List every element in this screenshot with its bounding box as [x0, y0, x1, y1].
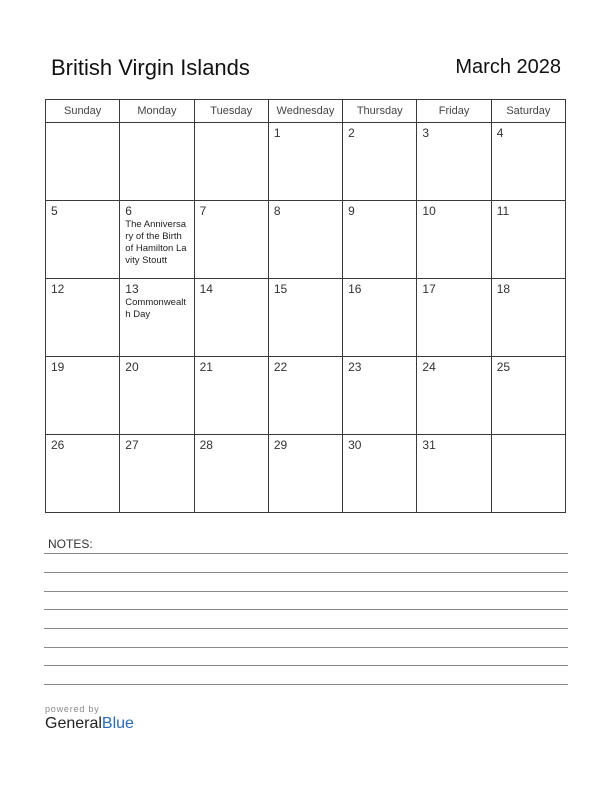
day-number: 25: [496, 360, 511, 374]
day-cell: [120, 357, 194, 435]
day-cell: [46, 123, 120, 201]
powered-by-text: powered by: [45, 704, 100, 714]
day-cell: [268, 279, 342, 357]
weekday-sunday: Sunday: [46, 100, 120, 123]
weekday-monday: Monday: [120, 100, 194, 123]
day-number: 1: [273, 126, 281, 140]
weekday-header-row: [46, 100, 566, 123]
day-cell: [491, 357, 565, 435]
day-cell: [268, 201, 342, 279]
day-cell: [417, 279, 491, 357]
weekday-tuesday: Tuesday: [194, 100, 268, 123]
day-cell: [491, 123, 565, 201]
day-number: 9: [348, 204, 355, 218]
day-cell: [417, 201, 491, 279]
day-cell: [194, 123, 268, 201]
day-number: 20: [125, 360, 139, 374]
day-number: 29: [273, 438, 288, 452]
day-cell: [268, 123, 342, 201]
day-cell: [417, 357, 491, 435]
day-number: 2: [348, 126, 355, 140]
note-line: [44, 684, 568, 685]
generalblue-logo: [45, 715, 134, 733]
day-cell: [343, 279, 417, 357]
day-number: 16: [348, 282, 362, 296]
day-number: 14: [199, 282, 213, 296]
day-cell: [194, 435, 268, 513]
day-number: 19: [51, 360, 65, 374]
day-number: 26: [51, 438, 65, 452]
day-number: 21: [199, 360, 213, 374]
logo-general: General: [45, 715, 102, 732]
day-cell: [417, 123, 491, 201]
day-cell: [46, 201, 120, 279]
note-line: [44, 647, 568, 648]
day-number: 28: [199, 438, 213, 452]
day-number: 15: [273, 282, 288, 296]
day-cell: [46, 435, 120, 513]
note-line: [44, 609, 568, 610]
day-number: 8: [273, 204, 281, 218]
day-cell: [343, 435, 417, 513]
day-cell: [194, 201, 268, 279]
week-row: [46, 357, 566, 435]
day-cell: [120, 435, 194, 513]
day-number: 4: [496, 126, 504, 140]
weekday-thursday: Thursday: [343, 100, 417, 123]
holiday-label: Commonwealth Day: [125, 297, 186, 320]
day-number: 24: [422, 360, 436, 374]
day-number: 18: [496, 282, 511, 296]
day-cell: [194, 357, 268, 435]
weekday-friday: Friday: [417, 100, 491, 123]
day-number: 23: [348, 360, 362, 374]
day-cell: [120, 123, 194, 201]
calendar-grid: [45, 99, 566, 513]
day-number: 6: [125, 204, 132, 218]
logo-blue: Blue: [101, 715, 134, 732]
notes-label: NOTES:: [48, 537, 93, 551]
note-line: [44, 553, 568, 554]
day-cell: [46, 357, 120, 435]
day-number: 3: [422, 126, 430, 140]
day-cell: [417, 435, 491, 513]
day-number: 10: [422, 204, 436, 218]
day-cell: [343, 123, 417, 201]
day-cell: [46, 279, 120, 357]
week-row: [46, 201, 566, 279]
day-cell: [491, 279, 565, 357]
day-number: 13: [125, 282, 139, 296]
day-cell: [120, 279, 194, 357]
day-cell: [491, 435, 565, 513]
week-row: [46, 279, 566, 357]
day-number: 27: [125, 438, 139, 452]
day-number: 5: [51, 204, 58, 218]
footer-branding: [45, 704, 134, 733]
day-number: 11: [496, 204, 510, 218]
holiday-label: The Anniversary of the Birth of Hamilton Lavity Stoutt: [125, 219, 187, 266]
day-number: 7: [199, 204, 207, 218]
day-number: 22: [273, 360, 288, 374]
country-title: British Virgin Islands: [51, 55, 250, 80]
week-row: [46, 435, 566, 513]
week-row: [46, 123, 566, 201]
day-cell: [194, 279, 268, 357]
note-line: [44, 591, 568, 592]
day-cell: [268, 435, 342, 513]
note-line: [44, 665, 568, 666]
weekday-saturday: Saturday: [491, 100, 565, 123]
day-number: 30: [348, 438, 362, 452]
day-cell: [491, 201, 565, 279]
day-number: 12: [51, 282, 65, 296]
month-title: March 2028: [455, 56, 561, 78]
day-cell: [120, 201, 194, 279]
day-cell: [343, 201, 417, 279]
weekday-wednesday: Wednesday: [268, 100, 342, 123]
day-cell: [343, 357, 417, 435]
day-cell: [268, 357, 342, 435]
note-line: [44, 628, 568, 629]
day-number: 31: [422, 438, 436, 452]
day-number: 17: [422, 282, 436, 296]
note-line: [44, 572, 568, 573]
